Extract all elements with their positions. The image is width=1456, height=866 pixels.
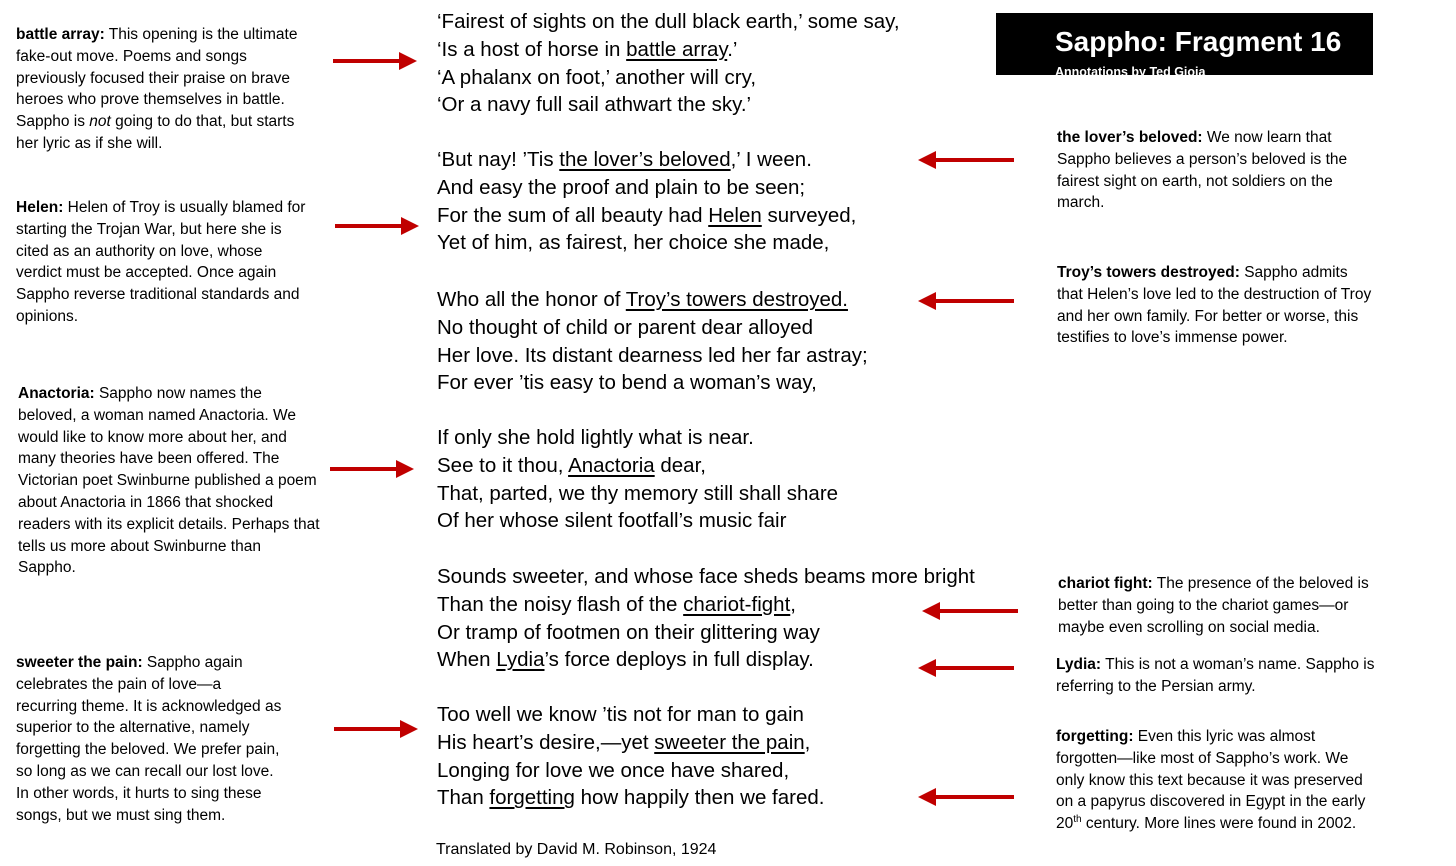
poem-line [437, 591, 975, 619]
poem-line: ‘Or a navy full sail athwart the sky.’ [437, 93, 752, 117]
stanza-3 [437, 286, 868, 397]
note-helen [16, 197, 308, 328]
note-emphasis: not [89, 113, 111, 131]
poem-line: And easy the proof and plain to be seen; [437, 175, 806, 199]
note-superscript: th [1073, 814, 1082, 826]
poem-line: That, parted, we thy memory still shall share [437, 481, 839, 505]
note-text: This opening is the ultimate fake-out move. Poems and songs previously focused their praise on brave heroes who prove themselves in battle. Sappho is [16, 26, 298, 131]
annotated-phrase: Troy’s towers destroyed. [625, 288, 848, 311]
annotated-phrase: battle array [626, 37, 728, 61]
poem-text: .’ [727, 37, 738, 61]
poem-line: ‘A phalanx on foot,’ another will cry, [437, 65, 757, 89]
stanza-6 [437, 701, 824, 812]
poem-line [437, 452, 838, 480]
poem-line: Of her whose silent footfall’s music fair [437, 509, 787, 533]
poem-text: See to it thou, [437, 453, 569, 477]
note-text: We now learn that Sappho believes a person’s beloved is the fairest sight on earth, not soldiers on the march. [1057, 129, 1348, 212]
poem-line [437, 729, 824, 757]
note-term: the lover’s beloved: [1057, 129, 1203, 146]
note-troys-towers [1057, 262, 1377, 349]
poem-line: Her love. Its distant dearness led her far astray; [437, 343, 868, 367]
note-term: chariot fight: [1058, 575, 1153, 592]
annotated-phrase: Helen [708, 203, 762, 227]
note-term: Lydia: [1056, 656, 1102, 673]
red-arrow-icon [918, 787, 1014, 807]
poem-line: If only she hold lightly what is near. [437, 426, 754, 449]
annotated-phrase: the lover’s beloved [559, 148, 731, 171]
red-arrow-icon [335, 216, 421, 236]
annotated-phrase: Lydia [496, 648, 545, 672]
poem-text: dear, [654, 453, 706, 477]
note-text: century. More lines were found in 2002. [1081, 815, 1357, 833]
note-term: battle array: [16, 26, 105, 43]
poem-text: ’s force deploys in full display. [544, 648, 814, 672]
annotated-phrase: chariot-fight [683, 592, 791, 616]
poem-line: Yet of him, as fairest, her choice she made, [437, 231, 830, 255]
poem-text: For the sum of all beauty had [437, 203, 709, 227]
note-text: Sappho again celebrates the pain of love—a recurring theme. It is acknowledged as superior to the alternative, namely forgetting the beloved. We prefer pain, so long as we can recall our lost love. In other words, it hurts to sing these songs, but we must sing them. [16, 654, 282, 824]
annotated-phrase: forgetting [489, 786, 575, 810]
poem-text: His heart’s desire,—yet [437, 730, 655, 754]
note-forgetting [1056, 726, 1374, 835]
poem-line [437, 202, 856, 230]
red-arrow-icon [333, 51, 419, 71]
note-text: This is not a woman’s name. Sappho is referring to the Persian army. [1056, 656, 1375, 695]
poem-line: ‘Fairest of sights on the dull black earth,’ some say, [437, 10, 900, 33]
poem-line: Sounds sweeter, and whose face sheds beams more bright [437, 565, 975, 588]
note-text: Even this lyric was almost forgotten—like most of Sappho’s work. We only know this text because it was preserved on a papyrus discovered in Egypt in the early 20 [1056, 728, 1366, 833]
poem-line [437, 646, 975, 674]
stanza-1 [437, 8, 900, 119]
note-chariot-fight [1058, 573, 1376, 638]
note-lovers-beloved [1057, 127, 1377, 214]
annotated-phrase: sweeter the pain [654, 730, 805, 754]
page-subtitle: Annotations by Ted Gioia [1055, 65, 1206, 79]
note-text: Sappho admits that Helen’s love led to the destruction of Troy and her own family. For better or worse, this testifies to love’s immense power. [1057, 264, 1372, 347]
poem-line [437, 36, 900, 64]
note-anactoria [18, 383, 322, 579]
poem-text: surveyed, [761, 203, 857, 227]
annotated-phrase: Anactoria [568, 453, 655, 477]
page-title: Sappho: Fragment 16 [1055, 26, 1342, 57]
poem-line: Or tramp of footmen on their glittering way [437, 620, 820, 644]
translation-credit: Translated by David M. Robinson, 1924 [436, 841, 717, 858]
note-text: The presence of the beloved is better than going to the chariot games—or maybe even scrolling on social media. [1058, 575, 1369, 636]
poem-line: Too well we know ’tis not for man to gain [437, 703, 804, 726]
note-text: Sappho now names the beloved, a woman named Anactoria. We would like to know more about her, and many theories have been offered. The Victorian poet Swinburne published a poem about Anactoria in 1866 that shocked readers with its explicit details. Perhaps that tells us more about Swinburne than Sappho. [18, 385, 320, 577]
stanza-2 [437, 146, 856, 257]
poem-line [437, 784, 824, 812]
note-term: Helen: [16, 199, 64, 216]
poem-line [437, 286, 868, 314]
poem-text: Who all the honor of [437, 288, 626, 311]
note-sweeter-the-pain [16, 652, 284, 826]
poem-text: ‘But nay! ’Tis [437, 148, 560, 171]
red-arrow-icon [334, 719, 420, 739]
poem-text: ‘Is a host of horse in [437, 37, 627, 61]
note-text: Helen of Troy is usually blamed for starting the Trojan War, but here she is cited as an authority on love, whose verdict must be accepted. Once again Sappho reverse traditional standards and opinions. [16, 199, 306, 325]
poem-text: , [790, 592, 796, 616]
red-arrow-icon [330, 459, 416, 479]
poem-line: For ever ’tis easy to bend a woman’s way, [437, 371, 817, 395]
note-battle-array [16, 24, 316, 155]
poem-text: When [437, 648, 497, 672]
note-term: Anactoria: [18, 385, 95, 402]
red-arrow-icon [918, 150, 1014, 170]
poem-text: ,’ I ween. [730, 148, 812, 171]
poem-text: Than the noisy flash of the [437, 592, 684, 616]
red-arrow-icon [918, 658, 1014, 678]
note-term: forgetting: [1056, 728, 1134, 745]
red-arrow-icon [918, 291, 1014, 311]
poem-line: Longing for love we once have shared, [437, 758, 790, 782]
stanza-4 [437, 424, 838, 535]
poem-line: No thought of child or parent dear alloyed [437, 315, 814, 339]
poem-text: Than [437, 786, 490, 810]
note-term: sweeter the pain: [16, 654, 143, 671]
title-box [996, 13, 1373, 79]
note-text: going to do that, but starts her lyric as if she will. [16, 113, 295, 152]
poem-line [437, 146, 856, 174]
poem-text: how happily then we fared. [574, 786, 825, 810]
note-lydia [1056, 654, 1382, 698]
stanza-5 [437, 563, 975, 674]
red-arrow-icon [922, 601, 1018, 621]
poem-text: , [804, 730, 811, 754]
note-term: Troy’s towers destroyed: [1057, 264, 1240, 281]
